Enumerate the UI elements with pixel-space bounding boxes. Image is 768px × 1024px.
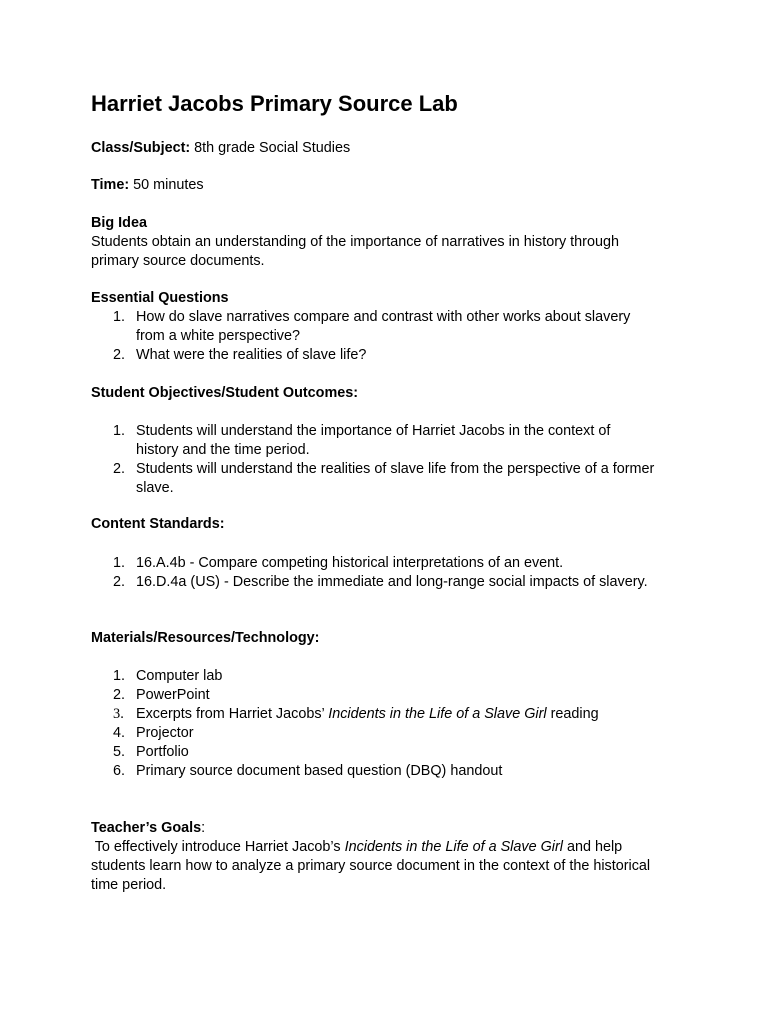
list-item: [91, 422, 691, 460]
class-subject-label: Class/Subject:: [91, 140, 191, 156]
list-item-text: Computer lab: [136, 668, 223, 684]
list-number: 1.: [113, 668, 126, 684]
text-run: Excerpts from Harriet Jacobs’: [136, 706, 329, 722]
standards-heading: Content Standards:: [91, 516, 225, 532]
teachers-goals-heading: Teacher’s Goals: [91, 820, 202, 836]
big-idea-text-line: primary source documents.: [91, 253, 265, 269]
standards-list: [91, 554, 691, 592]
list-number: 4.: [113, 725, 126, 741]
class-subject-value: 8th grade Social Studies: [190, 140, 351, 156]
list-item-text: Portfolio: [136, 744, 189, 760]
list-item-text: Students will understand the realities of slave life from the perspective of a former: [136, 461, 655, 477]
materials-heading: Materials/Resources/Technology:: [91, 630, 320, 646]
big-idea-text: [91, 233, 691, 271]
list-item-text: slave.: [136, 480, 174, 496]
list-item: [91, 554, 691, 573]
list-number: 2.: [113, 347, 126, 363]
list-item: [91, 743, 691, 762]
list-item-text: How do slave narratives compare and contrast with other works about slavery: [136, 309, 631, 325]
list-item: [91, 460, 691, 498]
list-item-text: Students will understand the importance of Harriet Jacobs in the context of: [136, 423, 611, 439]
big-idea-text-line: Students obtain an understanding of the importance of narratives in history through: [91, 234, 619, 250]
list-number: 2.: [113, 574, 126, 590]
teachers-goals-heading-line: [91, 819, 205, 838]
list-number: 2.: [113, 461, 126, 477]
essential-questions-heading: Essential Questions: [91, 290, 229, 306]
list-item-text: Primary source document based question (DBQ) handout: [136, 763, 503, 779]
text-run: and help: [562, 839, 623, 855]
teachers-goals-text: [91, 838, 711, 895]
list-number: 1.: [113, 555, 126, 571]
page-title: Harriet Jacobs Primary Source Lab: [91, 91, 458, 116]
list-item-text: What were the realities of slave life?: [136, 347, 367, 363]
list-item-text: [136, 705, 691, 724]
list-item-text: history and the time period.: [136, 442, 310, 458]
objectives-heading: Student Objectives/Student Outcomes:: [91, 385, 359, 401]
materials-list: [91, 667, 691, 781]
list-item: [91, 762, 691, 781]
list-item: [91, 686, 691, 705]
list-item-text: PowerPoint: [136, 687, 210, 703]
list-number: 1.: [113, 309, 126, 325]
list-number: 2.: [113, 687, 126, 703]
list-item-text: from a white perspective?: [136, 328, 300, 344]
list-item-text: Projector: [136, 725, 194, 741]
list-item-text: 16.D.4a (US) - Describe the immediate and long-range social impacts of slavery.: [136, 574, 648, 590]
teachers-goals-text-line: time period.: [91, 877, 167, 893]
list-item: [91, 667, 691, 686]
teachers-goals-text-line: students learn how to analyze a primary source document in the context of the historical: [91, 858, 651, 874]
class-subject-line: [91, 139, 350, 158]
time-line: [91, 176, 204, 195]
list-number: 6.: [113, 763, 126, 779]
list-item: [91, 308, 691, 346]
time-label: Time:: [91, 177, 130, 193]
list-item: [91, 724, 691, 743]
list-item: [91, 346, 691, 365]
time-value: 50 minutes: [129, 177, 204, 193]
list-item: [91, 705, 691, 724]
text-run: To effectively introduce Harriet Jacob’s: [91, 839, 345, 855]
text-run: reading: [546, 706, 599, 722]
list-item-text: 16.A.4b - Compare competing historical interpretations of an event.: [136, 555, 564, 571]
teachers-goals-colon: :: [201, 820, 206, 836]
teachers-goals-text-line: [91, 838, 711, 857]
list-number: 1.: [113, 423, 126, 439]
list-item: [91, 573, 691, 592]
objectives-list: [91, 422, 691, 498]
big-idea-heading: Big Idea: [91, 215, 147, 231]
list-number: 5.: [113, 744, 126, 760]
book-title: Incidents in the Life of a Slave Girl: [344, 839, 563, 855]
list-number: 3.: [113, 706, 124, 722]
essential-questions-list: [91, 308, 691, 365]
book-title: Incidents in the Life of a Slave Girl: [328, 706, 547, 722]
